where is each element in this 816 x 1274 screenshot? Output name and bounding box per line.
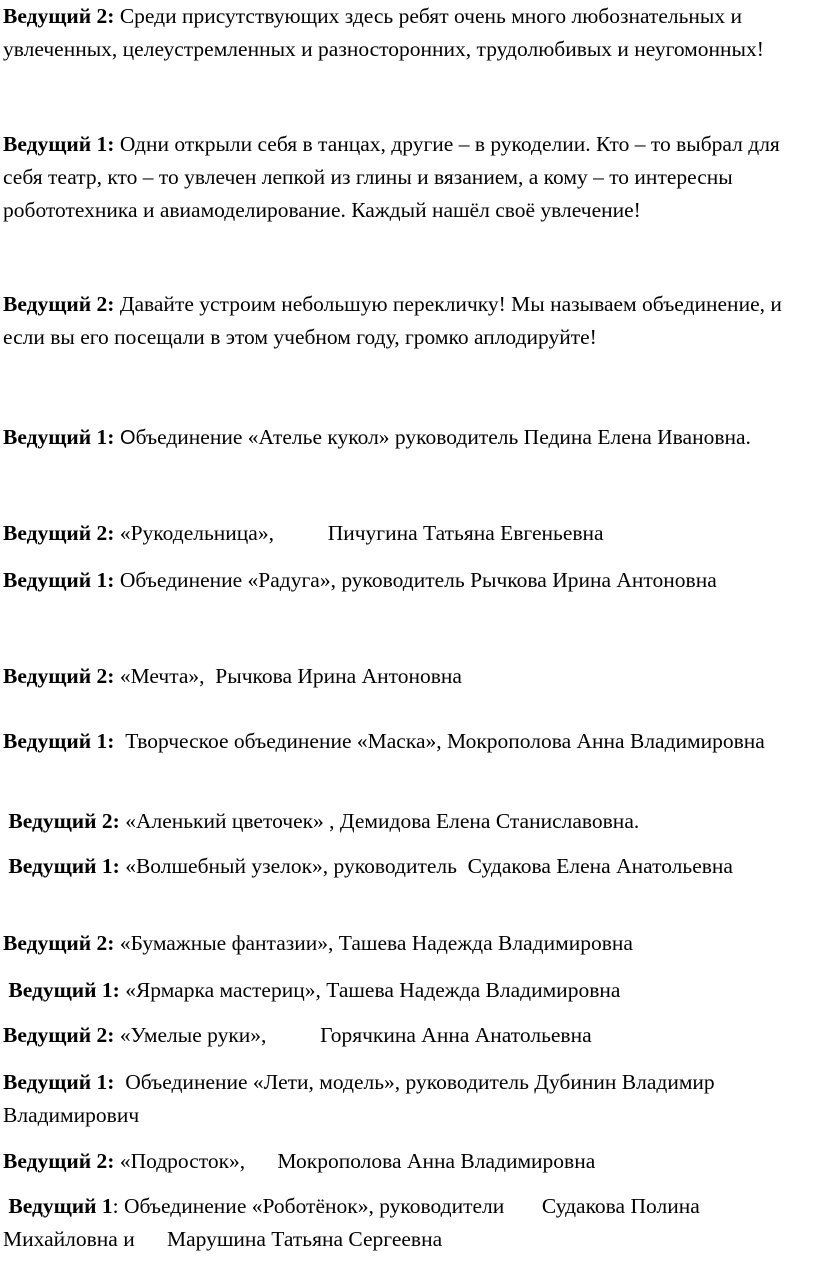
paragraph-15: [3, 1145, 813, 1178]
speaker-label: Ведущий 1:: [3, 729, 115, 753]
speaker-label: Ведущий 2:: [3, 292, 115, 316]
speaker-label: Ведущий 1:: [3, 568, 115, 592]
speaker-label: Ведущий 1:: [3, 1070, 115, 1094]
speaker-label: Ведущий 2:: [3, 664, 115, 688]
paragraph-4: [3, 421, 813, 455]
paragraph-text: «Подросток», Мокрополова Анна Владимировна: [114, 1149, 596, 1173]
paragraph-text: Давайте устроим небольшую перекличку! Мы называем объединение, и если вы его посещали в этом учебном году, громко аплодируйте!: [3, 292, 788, 349]
paragraph-5: [3, 517, 813, 550]
speaker-label: Ведущий 2:: [8, 809, 120, 833]
paragraph-7: [3, 660, 813, 693]
paragraph-text: «Мечта», Рычкова Ирина Антоновна: [114, 664, 462, 688]
paragraph-text: «Умелые руки», Горячкина Анна Анатольевна: [114, 1023, 592, 1047]
paragraph-text: Объединение «Лети, модель», руководитель Дубинин Владимир Владимирович: [3, 1070, 721, 1127]
paragraph-12: [3, 974, 813, 1007]
paragraph-text: «Ярмарка мастериц», Ташева Надежда Владимировна: [119, 978, 621, 1002]
speaker-label: Ведущий 2:: [3, 521, 115, 545]
paragraph-text: «Волшебный узелок», руководитель Судакова Елена Анатольевна: [119, 854, 733, 878]
speaker-label: Ведущий 1:: [3, 132, 115, 156]
paragraph-text-lead: О: [114, 427, 136, 449]
paragraph-text: «Бумажные фантазии», Ташева Надежда Владимировна: [114, 931, 633, 955]
paragraph-14: [3, 1066, 813, 1132]
speaker-label: Ведущий 1:: [8, 854, 120, 878]
paragraph-text: Творческое объединение «Маска», Мокрополова Анна Владимировна: [114, 729, 765, 753]
paragraph-2: [3, 128, 813, 227]
paragraph-text: Объединение «Радуга», руководитель Рычкова Ирина Антоновна: [114, 568, 717, 592]
speaker-label: Ведущий 1: [8, 1194, 113, 1218]
paragraph-text: Среди присутствующих здесь ребят очень много любознательных и увлеченных, целеустремленных и разносторонних, трудолюбивых и неугомонных!: [3, 4, 764, 61]
speaker-label: Ведущий 2:: [3, 931, 115, 955]
paragraph-13: [3, 1019, 813, 1052]
speaker-label: Ведущий 1:: [3, 425, 115, 449]
paragraph-10: [3, 850, 813, 883]
speaker-label: Ведущий 2:: [3, 1023, 115, 1047]
paragraph-text: «Рукодельница», Пичугина Татьяна Евгеньевна: [114, 521, 604, 545]
paragraph-16: [3, 1190, 813, 1256]
paragraph-text: : Объединение «Роботёнок», руководители Судакова Полина Михайловна и Марушина Татьяна Сергеевна: [3, 1194, 706, 1251]
paragraph-3: [3, 288, 813, 354]
paragraph-text: Одни открыли себя в танцах, другие – в рукоделии. Кто – то выбрал для себя театр, кто – то увлечен лепкой из глины и вязанием, а кому – то интересны робототехника и авиамоделирование. Каждый нашёл своё увлечение!: [3, 132, 786, 222]
paragraph-text: «Аленький цветочек» , Демидова Елена Станиславовна.: [119, 809, 640, 833]
speaker-label: Ведущий 1:: [8, 978, 120, 1002]
paragraph-11: [3, 927, 813, 960]
paragraph-text: бъединение «Ателье кукол» руководитель Педина Елена Ивановна.: [135, 425, 751, 449]
paragraph-1: [3, 0, 813, 66]
speaker-label: Ведущий 2:: [3, 4, 115, 28]
speaker-label: Ведущий 2:: [3, 1149, 115, 1173]
paragraph-6: [3, 564, 813, 597]
paragraph-8: [3, 725, 813, 758]
paragraph-9: [3, 805, 813, 838]
